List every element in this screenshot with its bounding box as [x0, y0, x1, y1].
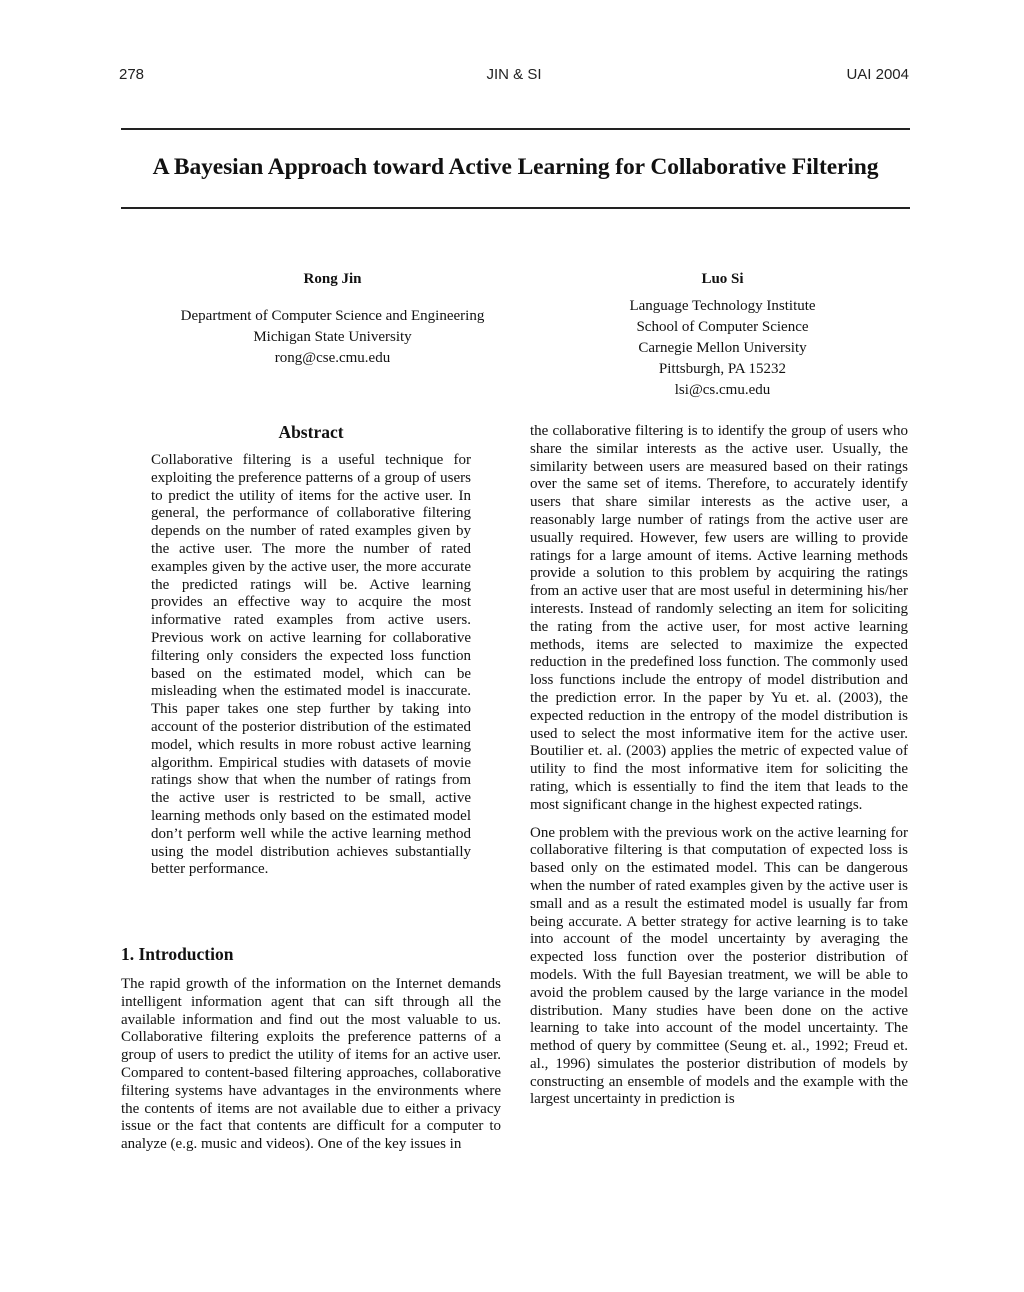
running-head-venue: UAI 2004 — [846, 66, 909, 83]
author-name: Luo Si — [701, 271, 744, 287]
body-paragraph: One problem with the previous work on the active learning for collaborative filtering is that computation of expected loss is based only on the estimated model. This can be dangerous when the number of rated examples given by the active user is small and as a result the estimated model is usually far from being accurate. A better strategy for active learning is to take into account of the model uncertainty by averaging the expected loss function over the posterior distribution of models. With the full Bayesian treatment, we will be able to avoid the problem caused by the large variance in the model distribution. Many studies have been done on the active learning to take into account of the model uncertainty. The method of query by committee (Seung et. al., 1992; Freud et. al., 1996) simulates the posterior distribution of models by constructing an ensemble of models and the example with the largest uncertainty in prediction is — [530, 824, 908, 1108]
page-number: 278 — [119, 66, 145, 83]
abstract-heading: Abstract — [278, 422, 344, 442]
running-head-authors: JIN & SI — [486, 66, 542, 83]
author-address: Pittsburgh, PA 15232 — [658, 361, 787, 377]
author-institute: Language Technology Institute — [629, 298, 816, 314]
introduction-left-column — [121, 976, 501, 1154]
title-bottom-rule — [121, 207, 910, 209]
author-university: Carnegie Mellon University — [638, 340, 807, 356]
paper-title: A Bayesian Approach toward Active Learning for Collaborative Filtering — [152, 154, 879, 180]
running-head — [119, 66, 909, 86]
introduction-paragraph: The rapid growth of the information on the Internet demands intelligent information agent that can sift through all the available information and find out the most valuable to us. Collaborative filtering exploits the preference patterns of a group of users to predict the utility of items for an active user. Compared to content-based filtering approaches, collaborative filtering systems have advantages in the environments where the contents of items are not available due to either a privacy issue or the fact that contents are difficult for a computer to analyze (e.g. music and videos). One of the key issues in — [121, 976, 501, 1153]
author-name: Rong Jin — [303, 271, 362, 287]
author-block-si — [550, 269, 895, 401]
author-department: Department of Computer Science and Engineering — [180, 308, 485, 324]
author-email: lsi@cs.cmu.edu — [674, 382, 771, 398]
author-block-jin — [160, 269, 505, 369]
body-paragraph: the collaborative filtering is to identify the group of users who share the similar interests as the active user. Usually, the similarity between users are measured based on their ratings over the same set of items. Therefore, to accurately identify users that share similar interests as the active user, a reasonably large number of ratings from the active user are usually required. However, few users are willing to provide ratings for a large amount of items. Active learning methods provide a solution to this problem by acquiring the ratings from an active user that are most useful in determining his/her interests. Instead of randomly selecting an item for soliciting the rating from the active user, for most active learning methods, items are selected to maximize the expected reduction in the predefined loss function. The commonly used loss functions include the entropy of model distribution and the prediction error. In the paper by Yu et. al. (2003), the expected reduction in the entropy of the model distribution is used to select the most informative item for the active user. Boutilier et. al. (2003) applies the metric of expected value of utility to find the most informative item for soliciting the rating, which is essentially to find the item that leads to the most significant change in the highest expected ratings. — [530, 423, 908, 813]
author-university: Michigan State University — [253, 329, 412, 345]
right-column — [530, 423, 908, 1109]
abstract-body — [151, 452, 471, 879]
author-email: rong@cse.cmu.edu — [274, 350, 391, 366]
author-school: School of Computer Science — [636, 319, 809, 335]
section-heading-introduction: 1. Introduction — [121, 944, 234, 964]
abstract-paragraph: Collaborative filtering is a useful technique for exploiting the preference patterns of a group of users to predict the utility of items for the active user. In general, the performance of collaborative filtering depends on the number of rated examples given by the active user. The more the number of rated examples given by the active user, the more accurate the predicted ratings will be. Active learning provides an effective way to acquire the most informative rated examples from active users. Previous work on active learning for collaborative filtering only considers the expected loss function based on the estimated model, which can be misleading when the estimated model is inaccurate. This paper takes one step further by taking into account of the posterior distribution of the estimated model, which results in more robust active learning algorithm. Empirical studies with datasets of movie ratings show that when the number of ratings from the active user is restricted to be small, active learning methods only based on the estimated model don’t perform well while the active learning method using the model distribution achieves substantially better performance. — [151, 452, 471, 878]
title-top-rule — [121, 128, 910, 130]
